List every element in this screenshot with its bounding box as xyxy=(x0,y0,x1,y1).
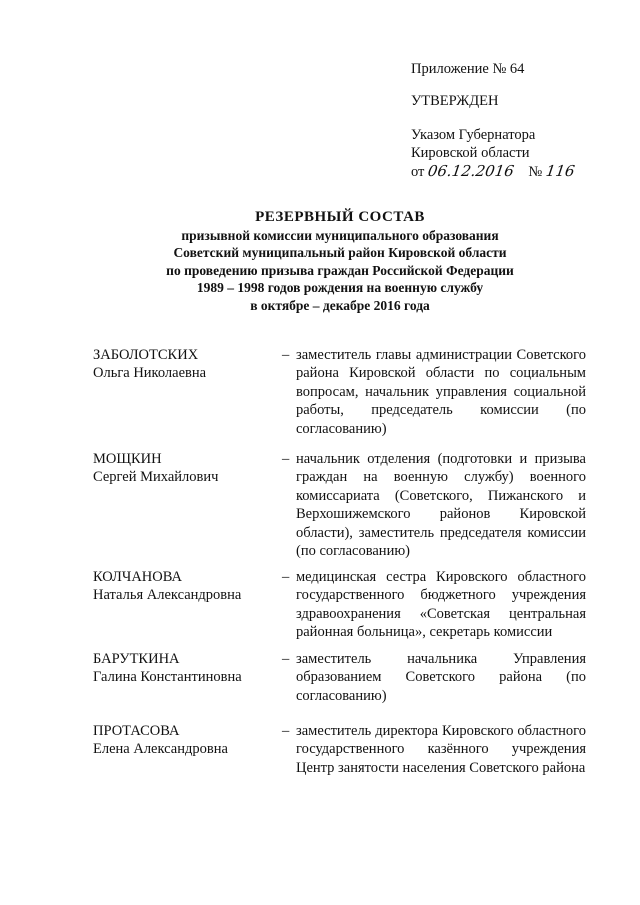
member-surname: ПРОТАСОВА xyxy=(93,723,180,739)
decree-line-2: Кировской области xyxy=(411,145,530,161)
number-prefix: № xyxy=(528,164,543,180)
member-dash: – xyxy=(282,451,290,467)
title-line-5: в октябре – декабре 2016 года xyxy=(250,297,430,313)
decree-date-line xyxy=(411,162,575,181)
member-dash: – xyxy=(282,651,290,667)
decree-reference xyxy=(411,126,575,181)
member-role: заместитель начальника Управления образованием Советского района (по согласованию) xyxy=(296,651,586,704)
decree-line-1: Указом Губернатора xyxy=(411,127,536,143)
member-dash: – xyxy=(282,569,290,585)
member-given-names: Елена Александровна xyxy=(93,741,228,758)
member-dash: – xyxy=(282,723,290,739)
title-line-4: 1989 – 1998 годов рождения на военную службу xyxy=(196,280,484,296)
document-title xyxy=(90,208,590,314)
member-role: заместитель директора Кировского областного государственного казённого учреждения Центр занятости населения Советского района xyxy=(296,723,586,776)
member-surname: БАРУТКИНА xyxy=(93,651,180,667)
approved-stamp-text: УТВЕРЖДЕН xyxy=(411,93,499,109)
title-line-3: по проведению призыва граждан Российской Федерации xyxy=(166,262,514,278)
member-dash: – xyxy=(282,347,290,363)
member-role: начальник отделения (подготовки и призыва граждан на военную службу) военного комиссариата (Советского, Пижанского и Верхошижемского районов Кировской области), заместитель председателя комиссии (по согласованию) xyxy=(296,451,586,560)
member-name xyxy=(93,722,283,759)
member-surname: МОЩКИН xyxy=(93,451,162,467)
member-name xyxy=(93,346,283,383)
member-role: заместитель главы администрации Советского района Кировской области по социальным вопросам, начальник управления социальной работы, председатель комиссии (по согласованию) xyxy=(296,347,586,437)
member-given-names: Сергей Михайлович xyxy=(93,469,219,486)
title-line-2: Советский муниципальный район Кировской области xyxy=(173,245,507,261)
appendix-number: Приложение № 64 xyxy=(411,61,525,77)
member-given-names: Галина Константиновна xyxy=(93,669,242,686)
member-name xyxy=(93,568,283,605)
member-name xyxy=(93,450,283,487)
member-surname: ЗАБОЛОТСКИХ xyxy=(93,347,199,363)
decree-number: 116 xyxy=(544,162,576,180)
decree-date: 06.12.2016 xyxy=(426,162,516,180)
title-main: РЕЗЕРВНЫЙ СОСТАВ xyxy=(255,209,425,225)
date-prefix: от xyxy=(411,164,425,180)
member-given-names: Наталья Александровна xyxy=(93,587,242,604)
member-given-names: Ольга Николаевна xyxy=(93,365,207,382)
member-surname: КОЛЧАНОВА xyxy=(93,569,182,585)
member-name xyxy=(93,650,283,687)
member-role: медицинская сестра Кировского областного государственного бюджетного учреждения здравоохранения «Советская центральная районная больница», секретарь комиссии xyxy=(296,569,586,641)
title-line-1: призывной комиссии муниципального образования xyxy=(181,228,499,243)
